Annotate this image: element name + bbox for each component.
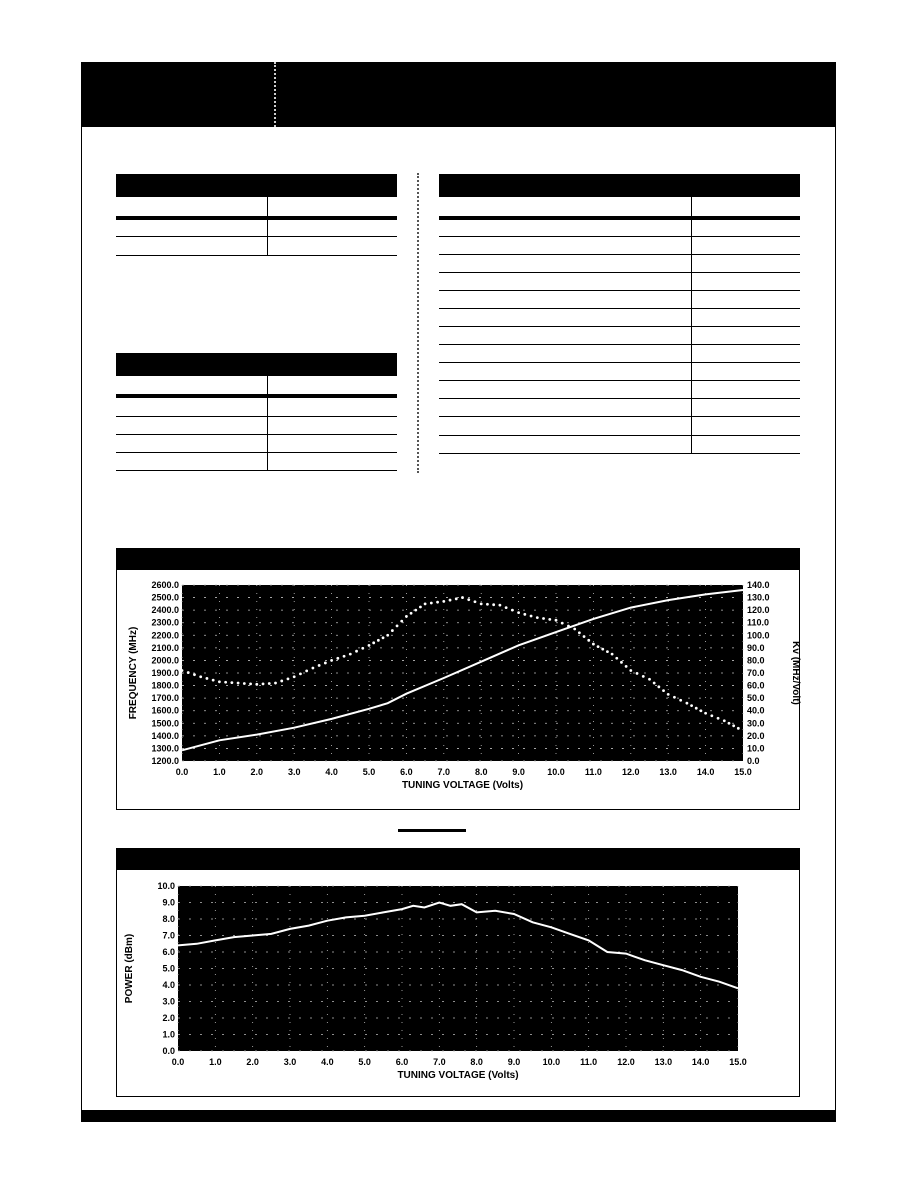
x-tick-label: 3.0 bbox=[283, 1057, 297, 1067]
series-point bbox=[657, 685, 660, 688]
y-axis-label: FREQUENCY (MHz) bbox=[128, 626, 139, 720]
x-tick-label: 2.0 bbox=[246, 1057, 259, 1067]
series-point bbox=[372, 641, 375, 644]
series-point bbox=[573, 628, 576, 631]
series-point bbox=[679, 699, 682, 702]
series-point bbox=[597, 645, 600, 648]
x-tick-label: 3.0 bbox=[287, 767, 301, 777]
series-point bbox=[620, 661, 623, 664]
x-tick-label: 2.0 bbox=[250, 767, 264, 777]
series-point bbox=[318, 664, 321, 667]
y-tick-label: 6.0 bbox=[162, 947, 175, 957]
series-point bbox=[268, 682, 271, 685]
y-tick-label: 3.0 bbox=[162, 996, 175, 1007]
x-tick-label: 10.0 bbox=[542, 1057, 561, 1067]
power-chart-title-bar bbox=[117, 849, 799, 870]
plot-area bbox=[182, 585, 743, 761]
series-point bbox=[480, 602, 483, 605]
series-point bbox=[517, 611, 520, 614]
series-point bbox=[430, 602, 433, 605]
table-rule bbox=[439, 272, 800, 273]
series-point bbox=[368, 644, 371, 647]
y2-tick-label: 140.0 bbox=[747, 580, 770, 590]
series-point bbox=[667, 693, 670, 696]
y2-tick-label: 130.0 bbox=[747, 592, 770, 603]
series-point bbox=[704, 712, 707, 715]
series-point bbox=[355, 650, 358, 653]
y-tick-label: 2000.0 bbox=[151, 655, 179, 666]
y-tick-label: 1800.0 bbox=[151, 680, 179, 691]
table-rule bbox=[116, 394, 397, 398]
series-point bbox=[486, 603, 489, 606]
series-point bbox=[187, 671, 190, 674]
x-tick-label: 0.0 bbox=[171, 1057, 185, 1067]
series-point bbox=[625, 665, 628, 668]
series-point bbox=[548, 618, 551, 621]
y-tick-label: 1.0 bbox=[162, 1029, 175, 1040]
table-rule bbox=[439, 416, 800, 417]
series-point bbox=[262, 682, 265, 685]
series-point bbox=[461, 596, 464, 599]
power-chart-panel bbox=[116, 848, 800, 1097]
x-tick-label: 8.0 bbox=[470, 1057, 483, 1067]
series-point bbox=[636, 672, 639, 675]
table-rule bbox=[116, 255, 397, 256]
x-tick-label: 14.0 bbox=[696, 767, 715, 777]
y-tick-label: 1900.0 bbox=[151, 668, 179, 678]
spec-table-3 bbox=[439, 174, 800, 454]
series-point bbox=[474, 600, 477, 603]
plot-area bbox=[178, 886, 738, 1051]
series-point bbox=[611, 653, 614, 656]
series-point bbox=[274, 682, 277, 685]
series-point bbox=[405, 615, 408, 618]
series-point bbox=[592, 643, 595, 646]
column-divider bbox=[417, 173, 419, 473]
y2-tick-label: 90.0 bbox=[747, 642, 765, 653]
series-point bbox=[555, 619, 558, 622]
y-tick-label: 2500.0 bbox=[151, 592, 179, 603]
series-point bbox=[467, 598, 470, 601]
table-rule bbox=[116, 416, 397, 417]
y-tick-label: 1500.0 bbox=[151, 718, 179, 729]
y-tick-label: 10.0 bbox=[157, 881, 175, 891]
series-point bbox=[728, 722, 731, 725]
series-point bbox=[567, 625, 570, 628]
x-tick-label: 12.0 bbox=[617, 1057, 635, 1067]
series-point bbox=[530, 615, 533, 618]
x-tick-label: 1.0 bbox=[209, 1057, 222, 1067]
y-tick-label: 2.0 bbox=[162, 1013, 175, 1023]
table-rule bbox=[116, 434, 397, 435]
table-rule bbox=[439, 398, 800, 399]
y-tick-label: 2300.0 bbox=[151, 617, 179, 628]
x-tick-label: 9.0 bbox=[512, 767, 525, 777]
series-point bbox=[287, 677, 290, 680]
x-tick-label: 15.0 bbox=[729, 1057, 747, 1067]
series-point bbox=[206, 677, 209, 680]
x-tick-label: 7.0 bbox=[437, 767, 451, 777]
series-point bbox=[606, 650, 609, 653]
table-column-divider bbox=[267, 376, 268, 471]
series-point bbox=[349, 653, 352, 656]
x-tick-label: 7.0 bbox=[433, 1057, 446, 1067]
table-rule bbox=[439, 254, 800, 255]
series-point bbox=[237, 682, 240, 685]
series-point bbox=[361, 647, 364, 650]
series-point bbox=[700, 709, 703, 712]
x-axis-label: TUNING VOLTAGE (Volts) bbox=[401, 780, 524, 791]
spec-table-2-header bbox=[116, 353, 397, 376]
x-tick-label: 5.0 bbox=[362, 767, 376, 777]
table-rule bbox=[439, 344, 800, 345]
y2-tick-label: 50.0 bbox=[747, 693, 765, 704]
y2-tick-label: 0.0 bbox=[747, 756, 760, 766]
y-tick-label: 1400.0 bbox=[151, 730, 179, 741]
series-point bbox=[732, 724, 735, 727]
x-tick-label: 11.0 bbox=[580, 1057, 598, 1067]
series-point bbox=[536, 616, 539, 619]
series-point bbox=[615, 657, 618, 660]
series-point bbox=[386, 634, 389, 637]
table-column-divider bbox=[691, 197, 692, 453]
y-tick-label: 9.0 bbox=[162, 897, 175, 908]
y2-tick-label: 10.0 bbox=[747, 743, 765, 754]
series-point bbox=[499, 604, 502, 607]
series-point bbox=[249, 682, 252, 685]
series-point bbox=[686, 702, 689, 705]
series-point bbox=[255, 683, 258, 686]
table-rule bbox=[116, 216, 397, 220]
y-tick-label: 1600.0 bbox=[151, 705, 179, 716]
series-point bbox=[587, 639, 590, 642]
x-tick-label: 1.0 bbox=[213, 767, 226, 777]
x-tick-label: 4.0 bbox=[325, 767, 338, 777]
x-axis-label: TUNING VOLTAGE (Volts) bbox=[397, 1070, 519, 1081]
y2-tick-label: 30.0 bbox=[747, 718, 765, 729]
series-point bbox=[193, 673, 196, 676]
series-point bbox=[601, 648, 604, 651]
x-tick-label: 11.0 bbox=[584, 767, 602, 777]
series-point bbox=[312, 667, 315, 670]
table-rule bbox=[439, 326, 800, 327]
series-point bbox=[673, 696, 676, 699]
y2-axis-label: Kv (MHz/Volt) bbox=[790, 641, 801, 705]
frequency-kv-chart bbox=[117, 570, 799, 810]
series-point bbox=[578, 631, 581, 634]
footer-bar bbox=[81, 1110, 836, 1122]
table-rule bbox=[439, 435, 800, 436]
series-point bbox=[224, 681, 227, 684]
table-rule bbox=[439, 216, 800, 220]
series-point bbox=[424, 602, 427, 605]
series-point bbox=[181, 669, 184, 672]
table-column-divider bbox=[267, 197, 268, 255]
x-tick-label: 4.0 bbox=[321, 1057, 334, 1067]
series-point bbox=[583, 635, 586, 638]
series-point bbox=[710, 714, 713, 717]
series-point bbox=[324, 662, 327, 665]
y-axis-label: POWER (dBm) bbox=[124, 933, 135, 1004]
frequency-chart-panel bbox=[116, 548, 800, 810]
x-tick-label: 13.0 bbox=[659, 767, 677, 777]
series-point bbox=[561, 622, 564, 625]
table-rule bbox=[439, 308, 800, 309]
x-tick-label: 6.0 bbox=[395, 1057, 409, 1067]
series-point bbox=[492, 603, 495, 606]
series-point bbox=[343, 655, 346, 658]
frequency-chart-title-bar bbox=[117, 549, 799, 570]
series-point bbox=[396, 624, 399, 627]
series-point bbox=[629, 669, 632, 672]
y2-tick-label: 40.0 bbox=[747, 705, 765, 716]
y2-tick-label: 100.0 bbox=[747, 630, 770, 641]
table-rule bbox=[116, 452, 397, 453]
series-point bbox=[382, 636, 385, 639]
series-point bbox=[299, 672, 302, 675]
series-point bbox=[243, 682, 246, 685]
x-tick-label: 15.0 bbox=[734, 767, 752, 777]
table-rule bbox=[116, 236, 397, 237]
series-point bbox=[212, 679, 215, 682]
series-point bbox=[505, 606, 508, 609]
x-tick-label: 12.0 bbox=[622, 767, 640, 777]
x-tick-label: 14.0 bbox=[691, 1057, 710, 1067]
series-point bbox=[449, 599, 452, 602]
series-point bbox=[199, 675, 202, 678]
series-point bbox=[737, 727, 740, 730]
series-point bbox=[391, 629, 394, 632]
series-point bbox=[662, 689, 665, 692]
y2-tick-label: 110.0 bbox=[747, 617, 770, 628]
series-point bbox=[648, 678, 651, 681]
y-tick-label: 2400.0 bbox=[151, 605, 179, 616]
series-point bbox=[230, 681, 233, 684]
y-tick-label: 5.0 bbox=[162, 963, 175, 974]
series-point bbox=[690, 704, 693, 707]
y-tick-label: 1200.0 bbox=[151, 756, 179, 766]
series-point bbox=[523, 613, 526, 616]
series-point bbox=[377, 639, 380, 642]
series-point bbox=[305, 670, 308, 673]
x-tick-label: 6.0 bbox=[400, 767, 413, 777]
series-point bbox=[293, 675, 296, 678]
section-rule bbox=[398, 829, 466, 832]
x-tick-label: 5.0 bbox=[358, 1057, 371, 1067]
series-point bbox=[717, 717, 720, 720]
series-point bbox=[542, 617, 545, 620]
series-point bbox=[723, 719, 726, 722]
spec-table-2 bbox=[116, 353, 397, 471]
y-tick-label: 8.0 bbox=[162, 914, 175, 924]
table-rule bbox=[439, 362, 800, 363]
y-tick-label: 7.0 bbox=[162, 930, 175, 941]
y2-tick-label: 60.0 bbox=[747, 680, 765, 691]
x-tick-label: 13.0 bbox=[654, 1057, 673, 1067]
spec-table-3-header bbox=[439, 174, 800, 197]
y-tick-label: 4.0 bbox=[162, 980, 175, 990]
series-point bbox=[455, 597, 458, 600]
series-point bbox=[410, 612, 413, 615]
series-point bbox=[400, 620, 403, 623]
x-tick-label: 10.0 bbox=[547, 767, 565, 777]
y2-tick-label: 20.0 bbox=[747, 730, 765, 741]
y2-tick-label: 120.0 bbox=[747, 605, 770, 616]
x-tick-label: 9.0 bbox=[507, 1057, 521, 1067]
series-point bbox=[653, 682, 656, 685]
series-point bbox=[336, 657, 339, 660]
series-point bbox=[419, 606, 422, 609]
y-tick-label: 2600.0 bbox=[151, 580, 179, 590]
y2-tick-label: 80.0 bbox=[747, 655, 765, 666]
x-tick-label: 8.0 bbox=[474, 767, 488, 777]
series-point bbox=[414, 609, 417, 612]
spec-table-1-header bbox=[116, 174, 397, 197]
series-point bbox=[442, 600, 445, 603]
table-rule bbox=[439, 453, 800, 454]
y-tick-label: 2100.0 bbox=[151, 642, 179, 653]
y-tick-label: 1300.0 bbox=[151, 743, 179, 754]
series-point bbox=[280, 680, 283, 683]
power-chart bbox=[117, 870, 799, 1097]
spec-table-1 bbox=[116, 174, 397, 256]
table-rule bbox=[439, 290, 800, 291]
series-point bbox=[511, 609, 514, 612]
series-point bbox=[436, 601, 439, 604]
y-tick-label: 0.0 bbox=[162, 1046, 175, 1056]
series-point bbox=[218, 680, 221, 683]
x-tick-label: 0.0 bbox=[175, 767, 189, 777]
table-rule bbox=[116, 470, 397, 471]
series-point bbox=[695, 707, 698, 710]
y-tick-label: 2200.0 bbox=[151, 630, 179, 641]
y-tick-label: 1700.0 bbox=[151, 693, 179, 704]
series-point bbox=[330, 659, 333, 662]
y2-tick-label: 70.0 bbox=[747, 668, 765, 678]
table-rule bbox=[439, 236, 800, 237]
table-rule bbox=[439, 380, 800, 381]
series-point bbox=[642, 675, 645, 678]
